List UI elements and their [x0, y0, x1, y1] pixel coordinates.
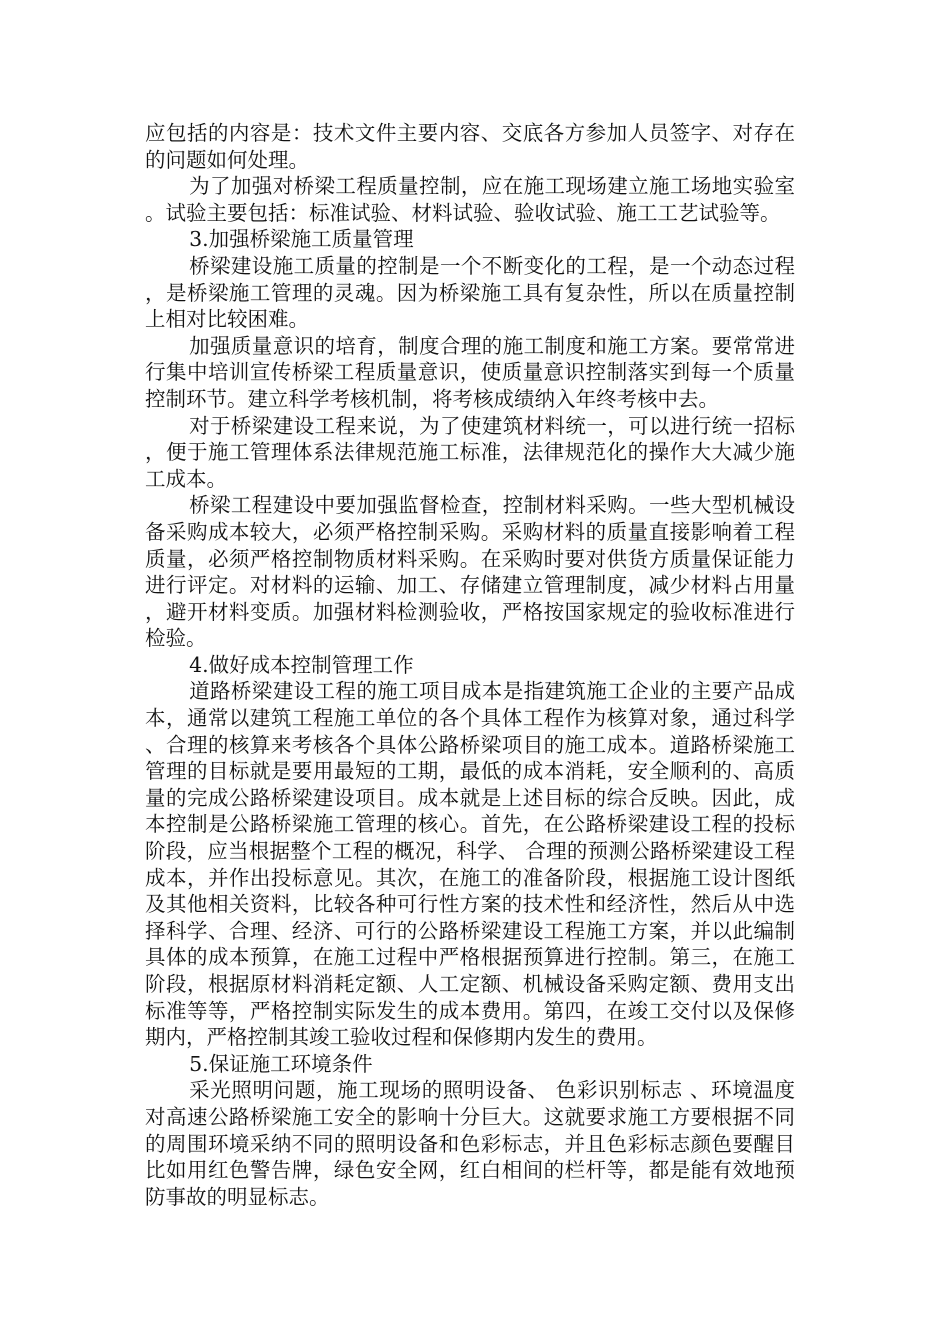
section-heading-3: 3.加强桥梁施工质量管理 — [189, 227, 414, 252]
section-heading-4: 4.做好成本控制管理工作 — [189, 652, 414, 677]
paragraph-quality-awareness: 加强质量意识的培育，制度合理的施工制度和施工方案。要常常进行集中培训宣传桥梁工程质量意识，使质量意识控制落实到每一个质量控制环节。建立科学考核机制，将考核成绩纳入年终考核中去。 — [145, 333, 795, 411]
paragraph-quality-control: 桥梁建设施工质量的控制是一个不断变化的工程，是一个动态过程，是桥梁施工管理的灵魂。因为桥梁施工具有复杂性，所以在质量控制上相对比较困难。 — [145, 253, 795, 332]
paragraph-material-procurement: 桥梁工程建设中要加强监督检查，控制材料采购。一些大型机械设备采购成本较大，必须严格控制采购。采购材料的质量直接影响着工程质量，必须严格控制物质材料采购。在采购时要对供货方质量保证能力进行评定。对材料的运输、加工、存储建立管理制度，减少材料占用量，避开材料变质。加强材料检测验收，严格按国家规定的验收标准进行检验。 — [145, 493, 795, 651]
paragraph-lab: 为了加强对桥梁工程质量控制，应在施工现场建立施工场地实验室。试验主要包括：标准试验、材料试验、验收试验、施工工艺试验等。 — [145, 174, 795, 225]
paragraph-unified-tender: 对于桥梁建设工程来说，为了使建筑材料统一，可以进行统一招标，便于施工管理体系法律规范施工标准，法律规范化的操作大大减少施工成本。 — [145, 413, 795, 491]
section-heading-5: 5.保证施工环境条件 — [189, 1051, 373, 1076]
paragraph-environment: 采光照明问题，施工现场的照明设备、 色彩识别标志 、环境温度对高速公路桥梁施工安全的影响十分巨大。这就要求施工方要根据不同的周围环境采纳不同的照明设备和色彩标志，并且色彩标志颜色要醒目比如用红色警告牌，绿色安全网，红白相间的栏杆等，都是能有效地预防事故的明显标志。 — [145, 1078, 795, 1209]
paragraph-continuation: 应包括的内容是：技术文件主要内容、交底各方参加人员签字、对存在的问题如何处理。 — [145, 121, 795, 172]
paragraph-cost-control: 道路桥梁建设工程的施工项目成本是指建筑施工企业的主要产品成本，通常以建筑工程施工单位的各个具体工程作为核算对象，通过科学、合理的核算来考核各个具体公路桥梁项目的施工成本。道路桥梁施工管理的目标就是要用最短的工期，最低的成本消耗，安全顺利的、高质量的完成公路桥梁建设项目。成本就是上述目标的综合反映。因此，成本控制是公路桥梁施工管理的核心。首先，在公路桥梁建设工程的投标阶段，应当根据整个工程的概况，科学、 合理的预测公路桥梁建设工程成本，并作出投标意见。其次，在施工的准备阶段，根据施工设计图纸及其他相关资料，比较各种可行性方案的技术性和经济性，然后从中选择科学、合理、经济、可行的公路桥梁建设工程施工方案，并以此编制具体的成本预算，在施工过程中严格根据预算进行控制。第三，在施工阶段，根据原材料消耗定额、人工定额、机械设备采购定额、费用支出标准等等，严格控制实际发生的成本费用。第四，在竣工交付以及保修期内，严格控制其竣工验收过程和保修期内发生的费用。 — [145, 679, 795, 1050]
document-body — [145, 120, 795, 1210]
